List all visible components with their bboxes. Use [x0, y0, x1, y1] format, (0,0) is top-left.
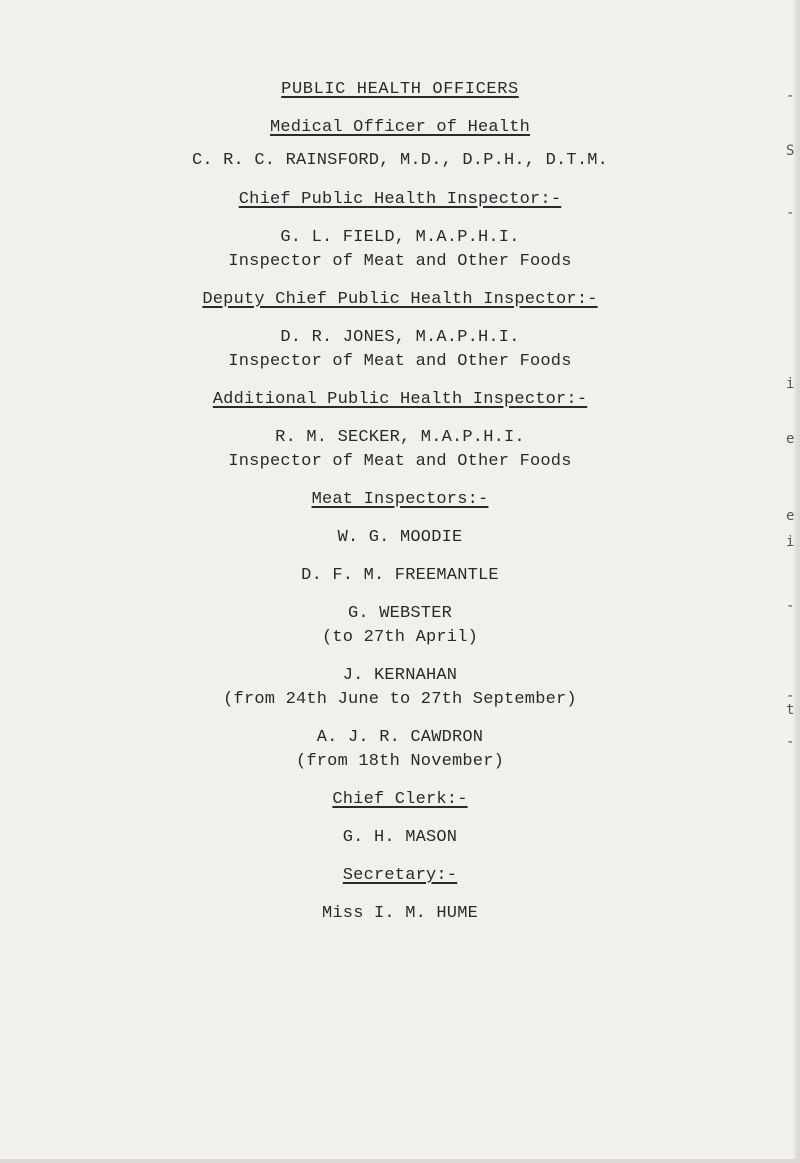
margin-mark: - [786, 598, 795, 614]
margin-mark: S [786, 143, 795, 159]
meat-inspector-name: A. J. R. CAWDRON [316, 728, 484, 747]
deputy-inspector-name: D. R. JONES, M.A.P.H.I. [280, 328, 520, 347]
margin-mark: i [786, 534, 795, 550]
heading-chief-inspector: Chief Public Health Inspector:- [238, 190, 562, 209]
secretary-name: Miss I. M. HUME [321, 904, 479, 923]
heading-secretary: Secretary:- [342, 866, 458, 885]
meat-inspector-note: (from 18th November) [295, 752, 505, 771]
medical-officer-name: C. R. C. RAINSFORD, M.D., D.P.H., D.T.M. [191, 151, 609, 170]
margin-mark: - [786, 205, 795, 221]
margin-mark: - [786, 734, 795, 750]
heading-deputy-inspector: Deputy Chief Public Health Inspector:- [202, 290, 598, 309]
chief-inspector-name: G. L. FIELD, M.A.P.H.I. [280, 228, 520, 247]
heading-chief-clerk: Chief Clerk:- [332, 790, 468, 809]
page-bottom-edge [0, 1159, 800, 1163]
additional-inspector-role: Inspector of Meat and Other Foods [228, 452, 572, 471]
margin-mark: - [786, 688, 795, 704]
margin-mark: i [786, 376, 795, 392]
margin-mark: - [786, 88, 795, 104]
chief-clerk-name: G. H. MASON [342, 828, 458, 847]
meat-inspector-note: (from 24th June to 27th September) [223, 690, 577, 709]
deputy-inspector-role: Inspector of Meat and Other Foods [228, 352, 572, 371]
meat-inspector-note: (to 27th April) [321, 628, 479, 647]
heading-medical-officer: Medical Officer of Health [269, 118, 531, 137]
heading-additional-inspector: Additional Public Health Inspector:- [212, 390, 588, 409]
chief-inspector-role: Inspector of Meat and Other Foods [228, 252, 572, 271]
meat-inspector-name: G. WEBSTER [347, 604, 453, 623]
document-title: PUBLIC HEALTH OFFICERS [281, 80, 519, 99]
meat-inspector-name: D. F. M. FREEMANTLE [301, 566, 499, 585]
page-edge [794, 0, 800, 1163]
additional-inspector-name: R. M. SECKER, M.A.P.H.I. [275, 428, 525, 447]
heading-meat-inspectors: Meat Inspectors:- [311, 490, 489, 509]
meat-inspector-name: J. KERNAHAN [342, 666, 458, 685]
meat-inspector-name: W. G. MOODIE [337, 528, 463, 547]
margin-mark: t [786, 702, 795, 718]
margin-mark: e [786, 508, 795, 524]
margin-mark: e [786, 431, 795, 447]
